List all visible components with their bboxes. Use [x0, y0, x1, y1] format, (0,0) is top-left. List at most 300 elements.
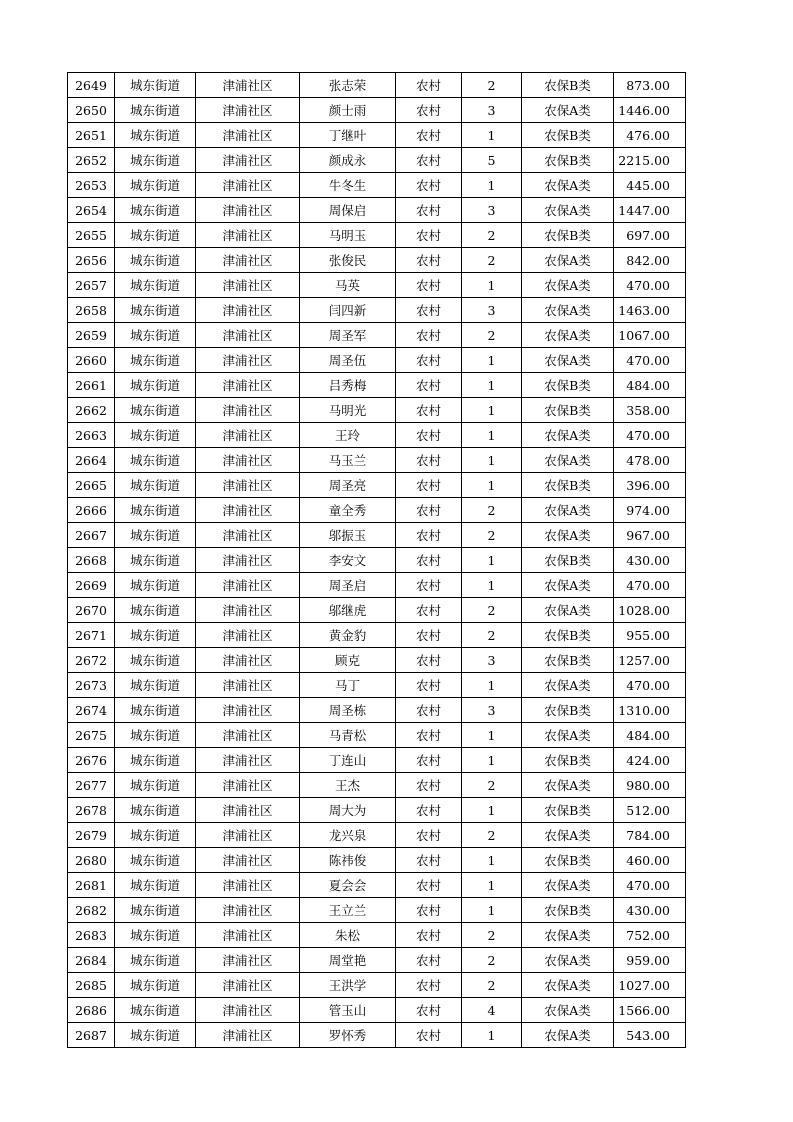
area-type-cell: 农村: [396, 98, 462, 123]
category-cell: 农保A类: [522, 298, 614, 323]
community-cell: 津浦社区: [196, 523, 300, 548]
table-row: [68, 298, 686, 323]
community-cell: 津浦社区: [196, 348, 300, 373]
name-cell: 吕秀梅: [300, 373, 396, 398]
category-cell: 农保A类: [522, 273, 614, 298]
name-cell: 龙兴泉: [300, 823, 396, 848]
household-count-cell: 2: [462, 598, 522, 623]
amount-cell: 1257.00: [614, 648, 686, 673]
area-type-cell: 农村: [396, 748, 462, 773]
community-cell: 津浦社区: [196, 273, 300, 298]
area-type-cell: 农村: [396, 148, 462, 173]
name-cell: 周圣栋: [300, 698, 396, 723]
row-number: 2671: [68, 623, 115, 648]
community-cell: 津浦社区: [196, 798, 300, 823]
table-row: [68, 673, 686, 698]
street-cell: 城东街道: [115, 73, 196, 98]
household-count-cell: 2: [462, 973, 522, 998]
row-number: 2678: [68, 798, 115, 823]
household-count-cell: 2: [462, 323, 522, 348]
household-count-cell: 2: [462, 923, 522, 948]
community-cell: 津浦社区: [196, 198, 300, 223]
street-cell: 城东街道: [115, 648, 196, 673]
table-row: [68, 648, 686, 673]
name-cell: 管玉山: [300, 998, 396, 1023]
amount-cell: 873.00: [614, 73, 686, 98]
household-count-cell: 2: [462, 823, 522, 848]
row-number: 2664: [68, 448, 115, 473]
row-number: 2667: [68, 523, 115, 548]
name-cell: 马明光: [300, 398, 396, 423]
name-cell: 周圣伍: [300, 348, 396, 373]
table-row: [68, 448, 686, 473]
table-row: [68, 323, 686, 348]
community-cell: 津浦社区: [196, 448, 300, 473]
table-row: [68, 98, 686, 123]
area-type-cell: 农村: [396, 423, 462, 448]
category-cell: 农保B类: [522, 223, 614, 248]
community-cell: 津浦社区: [196, 123, 300, 148]
household-count-cell: 1: [462, 798, 522, 823]
household-count-cell: 3: [462, 98, 522, 123]
amount-cell: 445.00: [614, 173, 686, 198]
household-count-cell: 2: [462, 948, 522, 973]
household-count-cell: 1: [462, 548, 522, 573]
street-cell: 城东街道: [115, 148, 196, 173]
street-cell: 城东街道: [115, 723, 196, 748]
community-cell: 津浦社区: [196, 298, 300, 323]
amount-cell: 967.00: [614, 523, 686, 548]
street-cell: 城东街道: [115, 373, 196, 398]
category-cell: 农保A类: [522, 498, 614, 523]
area-type-cell: 农村: [396, 398, 462, 423]
row-number: 2660: [68, 348, 115, 373]
table-row: [68, 523, 686, 548]
name-cell: 夏会会: [300, 873, 396, 898]
category-cell: 农保A类: [522, 923, 614, 948]
community-cell: 津浦社区: [196, 573, 300, 598]
area-type-cell: 农村: [396, 223, 462, 248]
category-cell: 农保A类: [522, 823, 614, 848]
community-cell: 津浦社区: [196, 248, 300, 273]
category-cell: 农保A类: [522, 773, 614, 798]
amount-cell: 1447.00: [614, 198, 686, 223]
row-number: 2668: [68, 548, 115, 573]
street-cell: 城东街道: [115, 873, 196, 898]
row-number: 2649: [68, 73, 115, 98]
name-cell: 邬继虎: [300, 598, 396, 623]
community-cell: 津浦社区: [196, 998, 300, 1023]
street-cell: 城东街道: [115, 448, 196, 473]
area-type-cell: 农村: [396, 798, 462, 823]
amount-cell: 842.00: [614, 248, 686, 273]
category-cell: 农保A类: [522, 673, 614, 698]
category-cell: 农保A类: [522, 598, 614, 623]
table-row: [68, 948, 686, 973]
area-type-cell: 农村: [396, 448, 462, 473]
household-count-cell: 1: [462, 398, 522, 423]
name-cell: 周保启: [300, 198, 396, 223]
row-number: 2681: [68, 873, 115, 898]
street-cell: 城东街道: [115, 473, 196, 498]
household-count-cell: 3: [462, 698, 522, 723]
community-cell: 津浦社区: [196, 898, 300, 923]
community-cell: 津浦社区: [196, 373, 300, 398]
community-cell: 津浦社区: [196, 923, 300, 948]
name-cell: 马青松: [300, 723, 396, 748]
community-cell: 津浦社区: [196, 748, 300, 773]
amount-cell: 358.00: [614, 398, 686, 423]
table-row: [68, 973, 686, 998]
area-type-cell: 农村: [396, 648, 462, 673]
row-number: 2675: [68, 723, 115, 748]
table-row: [68, 223, 686, 248]
name-cell: 邬振玉: [300, 523, 396, 548]
street-cell: 城东街道: [115, 423, 196, 448]
community-cell: 津浦社区: [196, 648, 300, 673]
category-cell: 农保A类: [522, 173, 614, 198]
category-cell: 农保B类: [522, 148, 614, 173]
table-row: [68, 73, 686, 98]
street-cell: 城东街道: [115, 923, 196, 948]
area-type-cell: 农村: [396, 348, 462, 373]
row-number: 2669: [68, 573, 115, 598]
category-cell: 农保B类: [522, 398, 614, 423]
street-cell: 城东街道: [115, 973, 196, 998]
area-type-cell: 农村: [396, 173, 462, 198]
area-type-cell: 农村: [396, 73, 462, 98]
amount-cell: 470.00: [614, 873, 686, 898]
household-count-cell: 2: [462, 623, 522, 648]
street-cell: 城东街道: [115, 573, 196, 598]
area-type-cell: 农村: [396, 1023, 462, 1048]
row-number: 2677: [68, 773, 115, 798]
category-cell: 农保A类: [522, 448, 614, 473]
name-cell: 马玉兰: [300, 448, 396, 473]
row-number: 2656: [68, 248, 115, 273]
street-cell: 城东街道: [115, 348, 196, 373]
category-cell: 农保B类: [522, 623, 614, 648]
name-cell: 周圣军: [300, 323, 396, 348]
area-type-cell: 农村: [396, 498, 462, 523]
category-cell: 农保A类: [522, 1023, 614, 1048]
table-row: [68, 423, 686, 448]
name-cell: 周圣亮: [300, 473, 396, 498]
community-cell: 津浦社区: [196, 148, 300, 173]
table-row: [68, 623, 686, 648]
area-type-cell: 农村: [396, 623, 462, 648]
category-cell: 农保B类: [522, 648, 614, 673]
community-cell: 津浦社区: [196, 823, 300, 848]
community-cell: 津浦社区: [196, 673, 300, 698]
table-row: [68, 598, 686, 623]
community-cell: 津浦社区: [196, 98, 300, 123]
row-number: 2663: [68, 423, 115, 448]
name-cell: 王洪学: [300, 973, 396, 998]
area-type-cell: 农村: [396, 998, 462, 1023]
street-cell: 城东街道: [115, 98, 196, 123]
row-number: 2683: [68, 923, 115, 948]
community-cell: 津浦社区: [196, 773, 300, 798]
table-row: [68, 773, 686, 798]
community-cell: 津浦社区: [196, 873, 300, 898]
household-count-cell: 1: [462, 373, 522, 398]
community-cell: 津浦社区: [196, 423, 300, 448]
street-cell: 城东街道: [115, 698, 196, 723]
area-type-cell: 农村: [396, 673, 462, 698]
community-cell: 津浦社区: [196, 223, 300, 248]
amount-cell: 784.00: [614, 823, 686, 848]
table-row: [68, 248, 686, 273]
street-cell: 城东街道: [115, 498, 196, 523]
table-row: [68, 548, 686, 573]
amount-cell: 476.00: [614, 123, 686, 148]
category-cell: 农保B类: [522, 73, 614, 98]
area-type-cell: 农村: [396, 948, 462, 973]
table-row: [68, 398, 686, 423]
row-number: 2655: [68, 223, 115, 248]
area-type-cell: 农村: [396, 373, 462, 398]
row-number: 2676: [68, 748, 115, 773]
row-number: 2658: [68, 298, 115, 323]
row-number: 2680: [68, 848, 115, 873]
row-number: 2684: [68, 948, 115, 973]
category-cell: 农保B类: [522, 373, 614, 398]
amount-cell: 2215.00: [614, 148, 686, 173]
street-cell: 城东街道: [115, 798, 196, 823]
area-type-cell: 农村: [396, 873, 462, 898]
table-row: [68, 173, 686, 198]
table-row: [68, 498, 686, 523]
amount-cell: 512.00: [614, 798, 686, 823]
name-cell: 丁继叶: [300, 123, 396, 148]
table-row: [68, 723, 686, 748]
area-type-cell: 农村: [396, 923, 462, 948]
name-cell: 黄金豹: [300, 623, 396, 648]
street-cell: 城东街道: [115, 748, 196, 773]
name-cell: 周大为: [300, 798, 396, 823]
name-cell: 朱松: [300, 923, 396, 948]
street-cell: 城东街道: [115, 173, 196, 198]
name-cell: 张志荣: [300, 73, 396, 98]
street-cell: 城东街道: [115, 948, 196, 973]
household-count-cell: 1: [462, 723, 522, 748]
household-count-cell: 1: [462, 423, 522, 448]
street-cell: 城东街道: [115, 1023, 196, 1048]
area-type-cell: 农村: [396, 548, 462, 573]
amount-cell: 974.00: [614, 498, 686, 523]
area-type-cell: 农村: [396, 848, 462, 873]
household-count-cell: 3: [462, 198, 522, 223]
row-number: 2651: [68, 123, 115, 148]
table-body: [68, 73, 686, 1048]
street-cell: 城东街道: [115, 598, 196, 623]
area-type-cell: 农村: [396, 473, 462, 498]
row-number: 2670: [68, 598, 115, 623]
name-cell: 陈祎俊: [300, 848, 396, 873]
community-cell: 津浦社区: [196, 698, 300, 723]
row-number: 2654: [68, 198, 115, 223]
name-cell: 王立兰: [300, 898, 396, 923]
household-count-cell: 1: [462, 873, 522, 898]
category-cell: 农保A类: [522, 423, 614, 448]
amount-cell: 430.00: [614, 898, 686, 923]
amount-cell: 470.00: [614, 348, 686, 373]
area-type-cell: 农村: [396, 323, 462, 348]
area-type-cell: 农村: [396, 273, 462, 298]
community-cell: 津浦社区: [196, 848, 300, 873]
household-count-cell: 1: [462, 848, 522, 873]
row-number: 2662: [68, 398, 115, 423]
category-cell: 农保B类: [522, 473, 614, 498]
household-count-cell: 1: [462, 448, 522, 473]
category-cell: 农保B类: [522, 548, 614, 573]
category-cell: 农保A类: [522, 573, 614, 598]
name-cell: 丁连山: [300, 748, 396, 773]
category-cell: 农保A类: [522, 998, 614, 1023]
community-cell: 津浦社区: [196, 1023, 300, 1048]
area-type-cell: 农村: [396, 723, 462, 748]
amount-cell: 1067.00: [614, 323, 686, 348]
household-count-cell: 1: [462, 748, 522, 773]
street-cell: 城东街道: [115, 323, 196, 348]
category-cell: 农保B类: [522, 748, 614, 773]
street-cell: 城东街道: [115, 773, 196, 798]
household-count-cell: 3: [462, 298, 522, 323]
category-cell: 农保A类: [522, 873, 614, 898]
household-count-cell: 1: [462, 573, 522, 598]
category-cell: 农保B类: [522, 848, 614, 873]
street-cell: 城东街道: [115, 673, 196, 698]
name-cell: 颜士雨: [300, 98, 396, 123]
row-number: 2685: [68, 973, 115, 998]
amount-cell: 1463.00: [614, 298, 686, 323]
row-number: 2672: [68, 648, 115, 673]
area-type-cell: 农村: [396, 698, 462, 723]
household-count-cell: 1: [462, 123, 522, 148]
street-cell: 城东街道: [115, 223, 196, 248]
name-cell: 罗怀秀: [300, 1023, 396, 1048]
row-number: 2650: [68, 98, 115, 123]
amount-cell: 396.00: [614, 473, 686, 498]
row-number: 2657: [68, 273, 115, 298]
household-count-cell: 1: [462, 173, 522, 198]
name-cell: 马英: [300, 273, 396, 298]
community-cell: 津浦社区: [196, 723, 300, 748]
household-count-cell: 2: [462, 523, 522, 548]
amount-cell: 1446.00: [614, 98, 686, 123]
row-number: 2661: [68, 373, 115, 398]
name-cell: 周堂艳: [300, 948, 396, 973]
household-count-cell: 2: [462, 73, 522, 98]
category-cell: 农保A类: [522, 523, 614, 548]
area-type-cell: 农村: [396, 298, 462, 323]
area-type-cell: 农村: [396, 523, 462, 548]
area-type-cell: 农村: [396, 573, 462, 598]
row-number: 2659: [68, 323, 115, 348]
amount-cell: 697.00: [614, 223, 686, 248]
street-cell: 城东街道: [115, 823, 196, 848]
household-count-cell: 2: [462, 773, 522, 798]
household-count-cell: 1: [462, 473, 522, 498]
household-count-cell: 2: [462, 498, 522, 523]
household-count-cell: 5: [462, 148, 522, 173]
area-type-cell: 农村: [396, 598, 462, 623]
category-cell: 农保B类: [522, 123, 614, 148]
table-row: [68, 898, 686, 923]
table-row: [68, 148, 686, 173]
area-type-cell: 农村: [396, 773, 462, 798]
household-count-cell: 1: [462, 273, 522, 298]
community-cell: 津浦社区: [196, 598, 300, 623]
community-cell: 津浦社区: [196, 948, 300, 973]
row-number: 2666: [68, 498, 115, 523]
amount-cell: 470.00: [614, 573, 686, 598]
table-row: [68, 998, 686, 1023]
category-cell: 农保A类: [522, 348, 614, 373]
table-row: [68, 748, 686, 773]
row-number: 2687: [68, 1023, 115, 1048]
street-cell: 城东街道: [115, 548, 196, 573]
amount-cell: 955.00: [614, 623, 686, 648]
household-count-cell: 2: [462, 248, 522, 273]
name-cell: 马明玉: [300, 223, 396, 248]
community-cell: 津浦社区: [196, 473, 300, 498]
table-row: [68, 1023, 686, 1048]
area-type-cell: 农村: [396, 248, 462, 273]
category-cell: 农保A类: [522, 98, 614, 123]
amount-cell: 470.00: [614, 673, 686, 698]
name-cell: 颜成永: [300, 148, 396, 173]
street-cell: 城东街道: [115, 998, 196, 1023]
community-cell: 津浦社区: [196, 623, 300, 648]
category-cell: 农保B类: [522, 698, 614, 723]
amount-cell: 460.00: [614, 848, 686, 873]
table-row: [68, 873, 686, 898]
street-cell: 城东街道: [115, 398, 196, 423]
category-cell: 农保A类: [522, 248, 614, 273]
street-cell: 城东街道: [115, 623, 196, 648]
community-cell: 津浦社区: [196, 973, 300, 998]
community-cell: 津浦社区: [196, 73, 300, 98]
community-cell: 津浦社区: [196, 498, 300, 523]
table-row: [68, 848, 686, 873]
household-count-cell: 2: [462, 223, 522, 248]
street-cell: 城东街道: [115, 273, 196, 298]
category-cell: 农保A类: [522, 948, 614, 973]
category-cell: 农保A类: [522, 723, 614, 748]
table-row: [68, 798, 686, 823]
street-cell: 城东街道: [115, 898, 196, 923]
amount-cell: 478.00: [614, 448, 686, 473]
category-cell: 农保A类: [522, 198, 614, 223]
table-row: [68, 823, 686, 848]
row-number: 2673: [68, 673, 115, 698]
category-cell: 农保A类: [522, 323, 614, 348]
street-cell: 城东街道: [115, 523, 196, 548]
table-row: [68, 348, 686, 373]
table-row: [68, 273, 686, 298]
name-cell: 闫四新: [300, 298, 396, 323]
street-cell: 城东街道: [115, 123, 196, 148]
name-cell: 王杰: [300, 773, 396, 798]
name-cell: 周圣启: [300, 573, 396, 598]
amount-cell: 980.00: [614, 773, 686, 798]
table-row: [68, 923, 686, 948]
household-count-cell: 3: [462, 648, 522, 673]
community-cell: 津浦社区: [196, 398, 300, 423]
name-cell: 童全秀: [300, 498, 396, 523]
